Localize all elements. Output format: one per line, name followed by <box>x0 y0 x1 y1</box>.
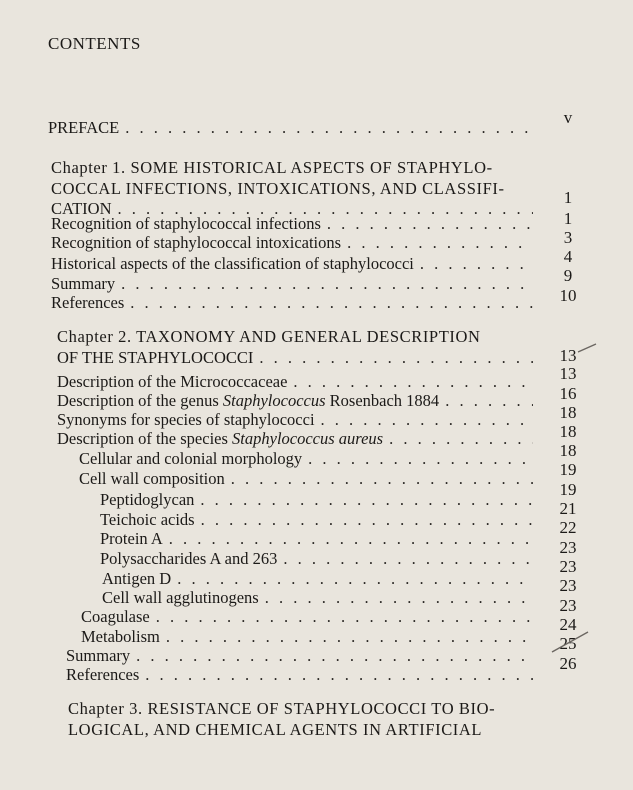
toc-entry: Protein A . . . <box>100 529 539 549</box>
toc-entry: Description of the species Staphylococcus aureus . . . <box>57 429 539 449</box>
toc-entry-preface <box>48 118 542 138</box>
toc-entry: Summary . . . <box>66 646 539 666</box>
toc-entry: Polysaccharides A and 263 . . . <box>100 549 539 569</box>
toc-page-number: 23 <box>559 538 577 557</box>
page-title: CONTENTS <box>48 34 141 53</box>
toc-page-number: 18 <box>559 422 577 441</box>
toc-entry: Recognition of staphylococcal infections . . . <box>51 214 539 234</box>
toc-page-number: 26 <box>559 654 577 673</box>
toc-page-number: 1 <box>563 209 573 228</box>
chapter-1-title-line-3: CATION . . . <box>51 199 539 219</box>
toc-page-number: 9 <box>563 266 573 285</box>
chapter-2-title-line-1: Chapter 2. TAXONOMY AND GENERAL DESCRIPTION <box>57 327 481 346</box>
toc-entry: Teichoic acids . . . <box>100 510 539 530</box>
toc-page-number: 25 <box>559 634 577 653</box>
toc-entry: References . . . <box>66 665 539 685</box>
toc-page-number: 10 <box>559 286 577 305</box>
toc-page-number: 13 <box>559 346 577 365</box>
toc-page-number: 4 <box>563 247 573 266</box>
toc-page-number: v <box>563 108 573 127</box>
toc-entry: Cell wall agglutinogens . . . <box>102 588 539 608</box>
toc-entry: Synonyms for species of staphylococci . . . <box>57 410 539 430</box>
chapter-1-title-line-1: Chapter 1. SOME HISTORICAL ASPECTS OF STAPHYLO- <box>51 158 493 177</box>
toc-page-number: 1 <box>563 188 573 207</box>
toc-entry: Antigen D . . . <box>102 569 539 589</box>
toc-page-number: 3 <box>563 228 573 247</box>
chapter-3-title-line-2: LOGICAL, AND CHEMICAL AGENTS IN ARTIFICIAL <box>68 720 483 739</box>
toc-page-number: 21 <box>559 499 577 518</box>
toc-label: PREFACE <box>48 118 120 137</box>
toc-entry: Cell wall composition . . . <box>79 469 539 489</box>
chapter-3-title-line-1: Chapter 3. RESISTANCE OF STAPHYLOCOCCI TO BIO- <box>68 699 496 718</box>
toc-page-number: 24 <box>559 615 577 634</box>
toc-entry: Recognition of staphylococcal intoxications . . . <box>51 233 539 253</box>
toc-page-number: 16 <box>559 384 577 403</box>
chapter-1-title-line-2: COCCAL INFECTIONS, INTOXICATIONS, AND CLASSIFI- <box>51 179 505 198</box>
toc-entry: Description of the genus Staphylococcus Rosenbach 1884 . . . <box>57 391 539 411</box>
toc-entry: Description of the Micrococcaceae . . . <box>57 372 539 392</box>
toc-page-number: 23 <box>559 596 577 615</box>
toc-entry: Cellular and colonial morphology . . . <box>79 449 539 469</box>
toc-page-number: 18 <box>559 441 577 460</box>
toc-page-number: 23 <box>559 576 577 595</box>
toc-entry: Coagulase . . . <box>81 607 539 627</box>
toc-page-number: 13 <box>559 364 577 383</box>
toc-entry: Historical aspects of the classification of staphylococci . . . <box>51 254 539 274</box>
toc-page-number: 22 <box>559 518 577 537</box>
toc-page-number: 19 <box>559 460 577 479</box>
chapter-2-title-line-2: OF THE STAPHYLOCOCCI . . . <box>57 348 539 368</box>
toc-page-number: 23 <box>559 557 577 576</box>
toc-entry: References . . . <box>51 293 539 313</box>
toc-entry: Metabolism . . . <box>81 627 539 647</box>
toc-entry: Summary . . . <box>51 274 539 294</box>
toc-page-number: 19 <box>559 480 577 499</box>
toc-entry: Peptidoglycan . . . <box>100 490 539 510</box>
toc-page-number: 18 <box>559 403 577 422</box>
